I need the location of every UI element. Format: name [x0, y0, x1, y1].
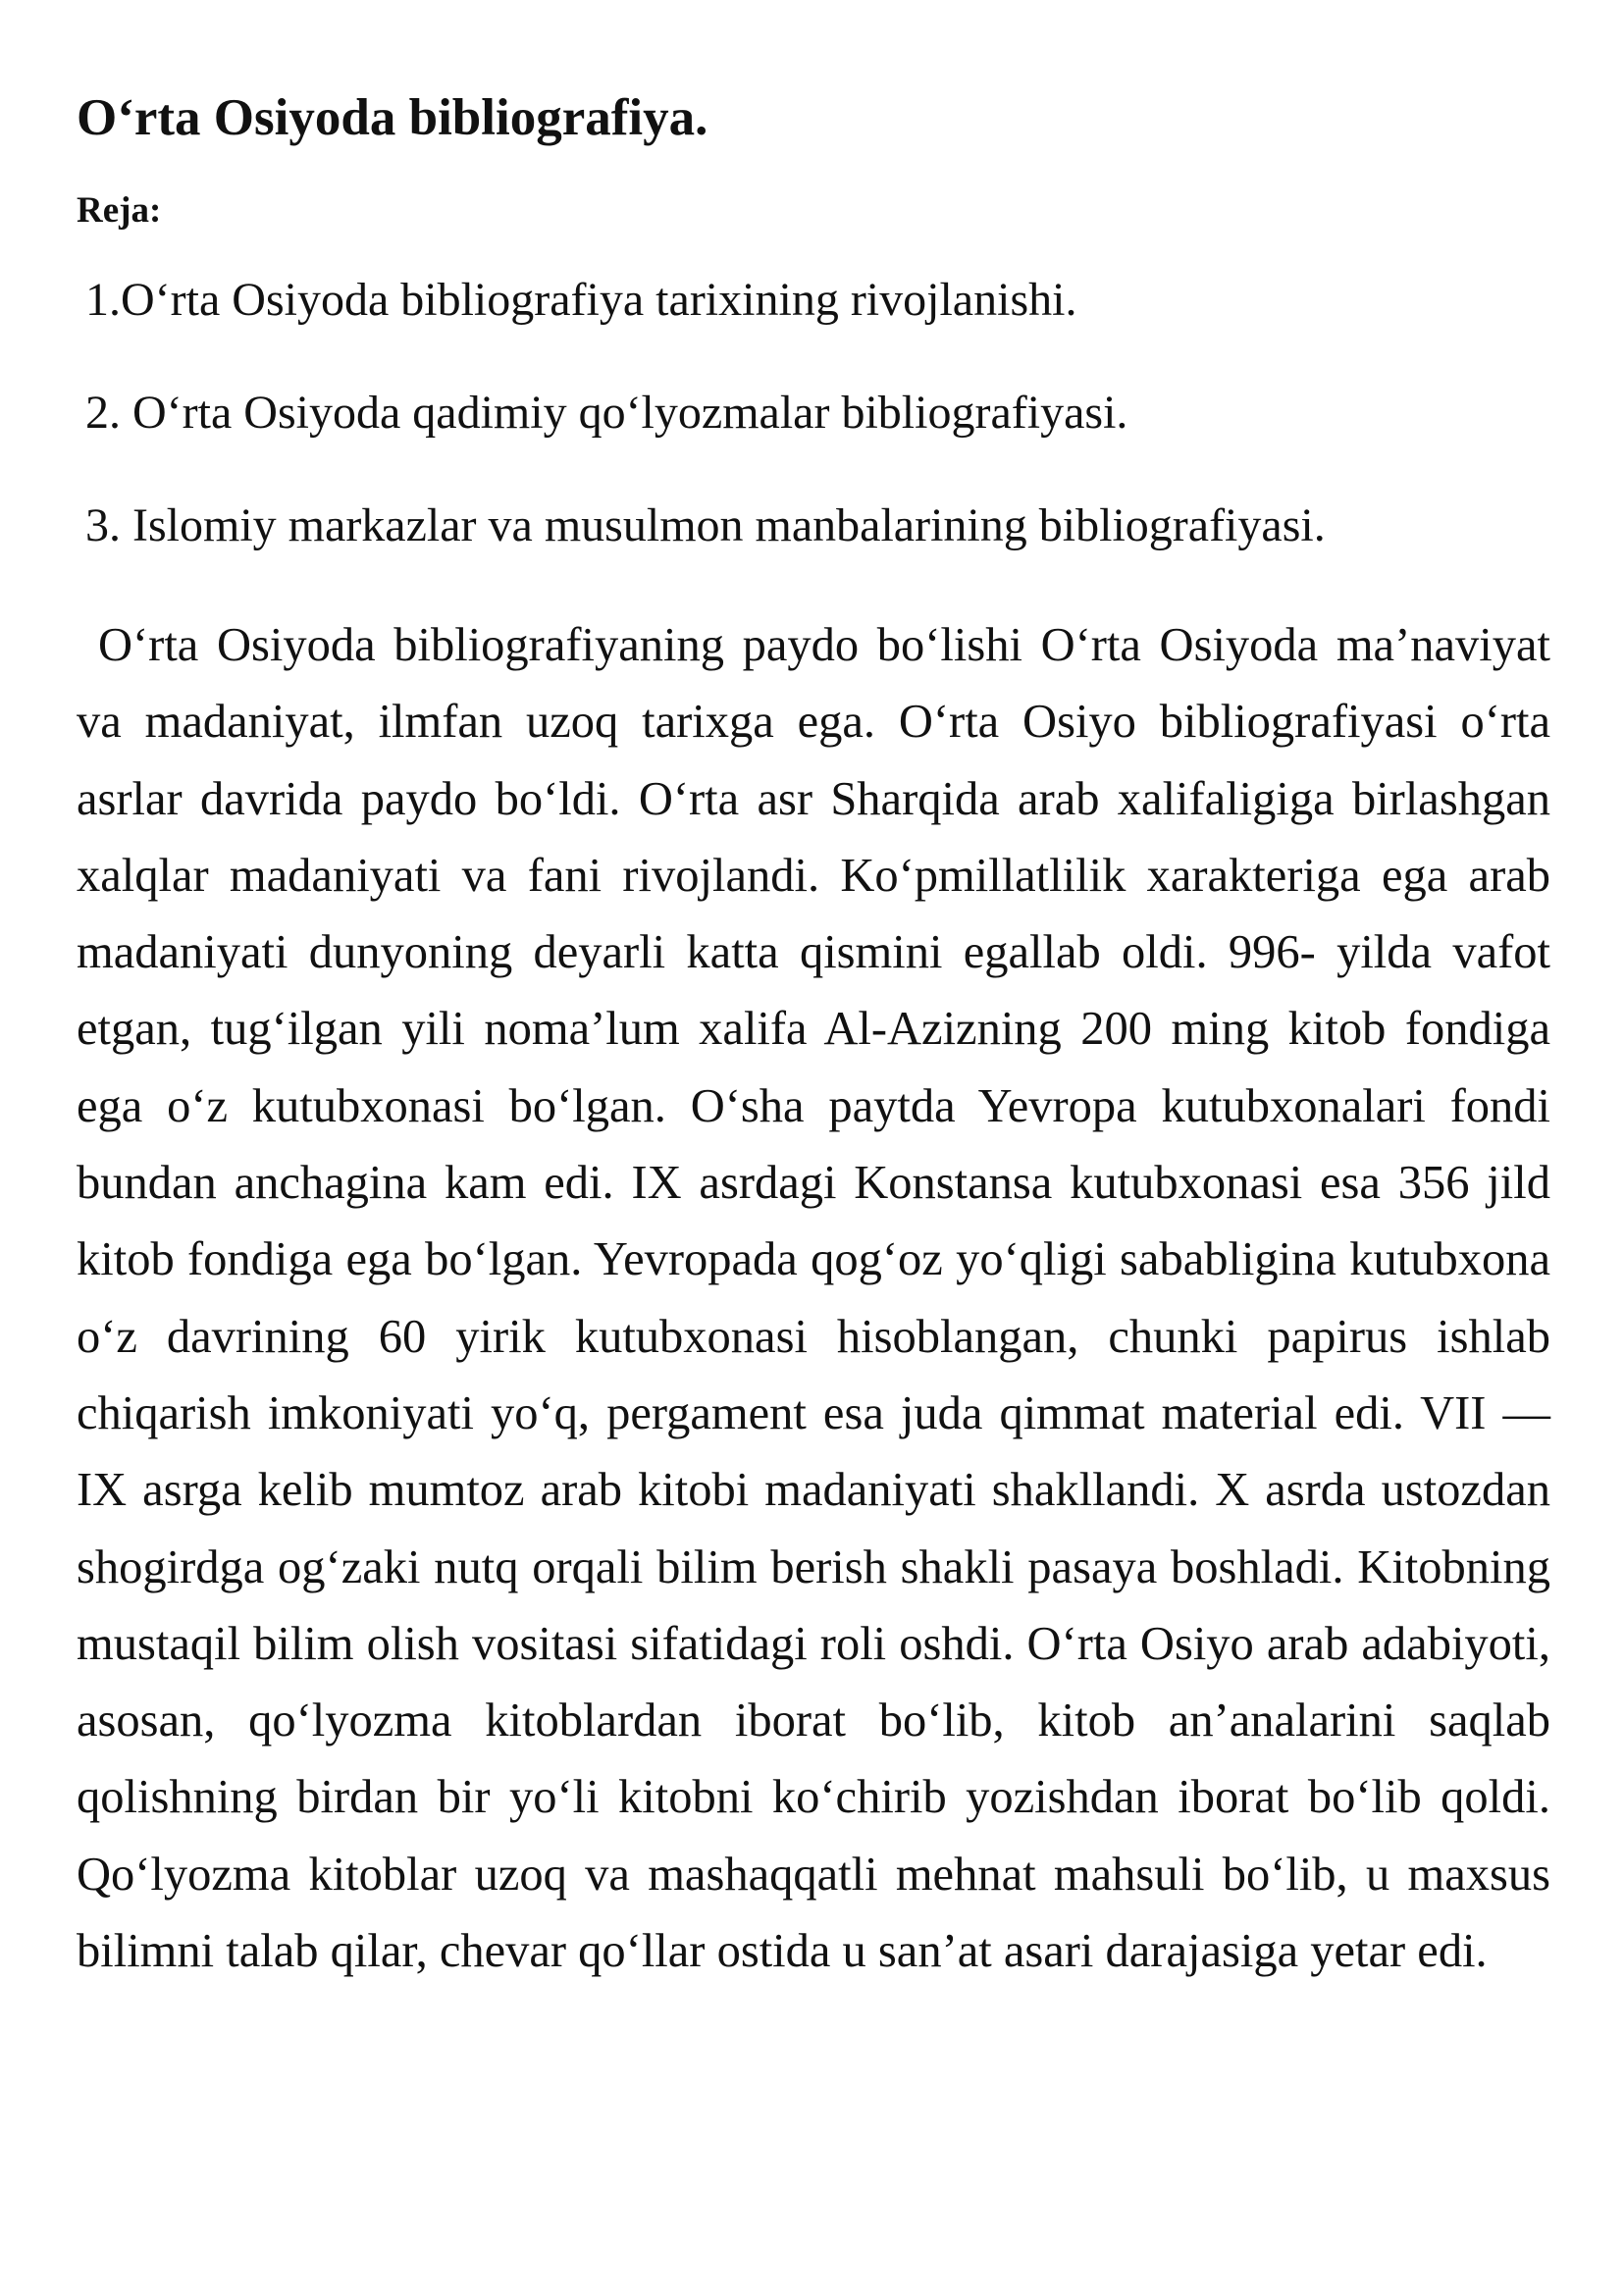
body-paragraph: O‘rta Osiyoda bibliografiyaning paydo bo‘lishi O‘rta Osiyoda ma’naviyat va madaniyat, ilmfan uzoq tarixga ega. O‘rta Osiyo bibliografiyasi o‘rta asrlar davrida paydo bo‘ldi. O‘rta asr Sharqida arab xalifaligiga birlashgan xalqlar madaniyati va fani rivojlandi. Ko‘pmillatlilik xarakteriga ega arab madaniyati dunyoning deyarli katta qismini egallab oldi. 996- yilda vafot etgan, tug‘ilgan yili noma’lum xalifa Al-Azizning 200 ming kitob fondiga ega o‘z kutubxonasi bo‘lgan. O‘sha paytda Yevropa kutubxonalari fondi bundan anchagina kam edi. IX asrdagi Konstansa kutubxonasi esa 356 jild kitob fondiga ega bo‘lgan. Yevropada qog‘oz yo‘qligi sababligina kutubxona o‘z davrining 60 yirik kutubxonasi hisoblangan, chunki papirus ishlab chiqarish imkoniyati yo‘q, pergament esa juda qimmat material edi. VII — IX asrga kelib mumtoz arab kitobi madaniyati shakllandi. X asrda ustozdan shogirdga og‘zaki nutq orqali bilim berish shakli pasaya boshladi. Kitobning mustaqil bilim olish vositasi sifatidagi roli oshdi. O‘rta Osiyo arab adabiyoti, asosan, qo‘lyozma kitoblardan iborat bo‘lib, kitob an’analarini saqlab qolishning birdan bir yo‘li kitobni ko‘chirib yozishdan iborat bo‘lib qoldi. Qo‘lyozma kitoblar uzoq va mashaqqatli mehnat mahsuli bo‘lib, u maxsus bilimni talab qilar, chevar qo‘llar ostida u san’at asari darajasiga yetar edi.	[77, 619, 1550, 1978]
plan-item: 3. Islomiy markazlar va musulmon manbalarining bibliografiyasi.	[85, 499, 1326, 551]
plan-label: Reja:	[77, 190, 162, 231]
plan-list	[85, 271, 1326, 609]
plan-item: 2. O‘rta Osiyoda qadimiy qo‘lyozmalar bibliografiyasi.	[85, 387, 1128, 439]
plan-item: 1.O‘rta Osiyoda bibliografiya tarixining rivojlanishi.	[85, 274, 1077, 326]
document-title: O‘rta Osiyoda bibliografiya.	[77, 89, 708, 146]
